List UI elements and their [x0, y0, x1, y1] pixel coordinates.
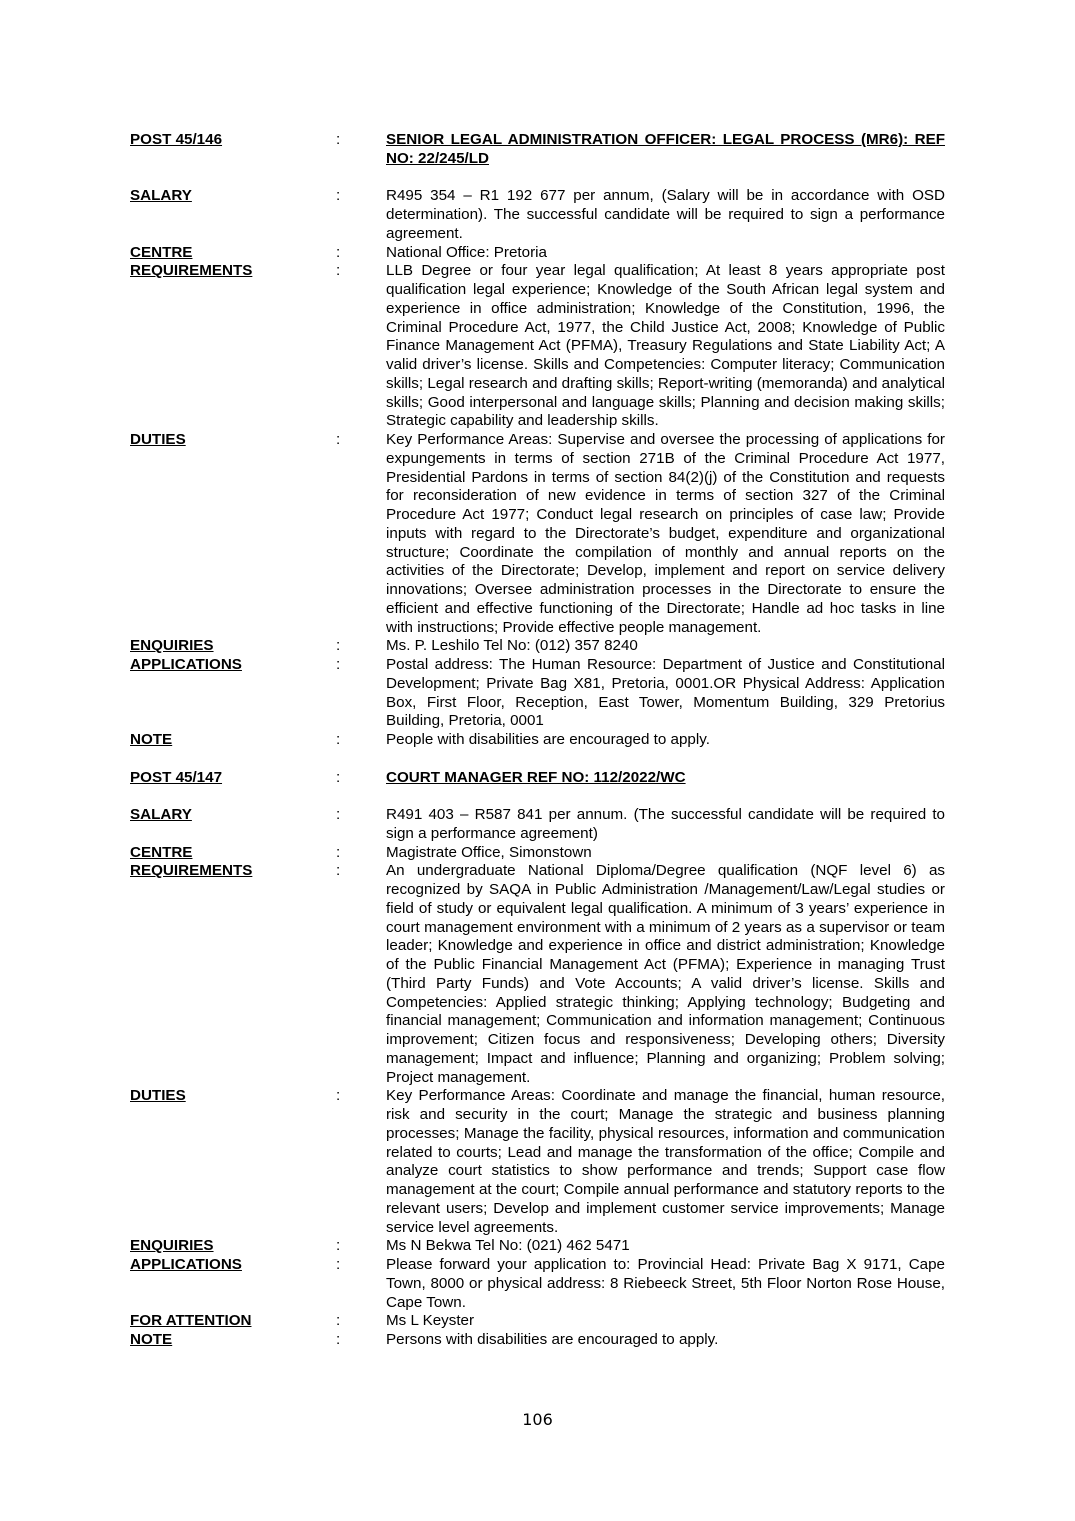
- post-146-centre-row: [130, 244, 945, 263]
- post-146-enquiries-row: [130, 637, 945, 656]
- separator: :: [336, 656, 341, 673]
- separator: :: [336, 131, 341, 148]
- centre-label: CENTRE: [130, 243, 193, 261]
- separator: :: [336, 1331, 341, 1348]
- separator: :: [336, 1087, 341, 1105]
- separator: :: [336, 187, 341, 205]
- requirements-value: An undergraduate National Diploma/Degree qualification (NQF level 6) as recognized by SAQA in Public Administration /Management/Law/Legal studies or field of study or equivalent legal qualification. A minimum of 3 years’ experience in court management environment with a minimum of 2 years as a supervisor or team leader; Knowledge and experience in office and district administration; Knowledge of the Public Financial Management Act (PFMA); Experience in managing Trust (Third Party Funds) and Vote Accounts; A valid driver’s license. Skills and Competencies: Applied strategic thinking; Applying technology; Budgeting and financial management; Communication and information management; Continuous improvement; Citizen focus and responsiveness; Developing others; Diversity management; Impact and influence; Planning and organizing; Problem solving; Project management.: [386, 862, 945, 1086]
- note-value: Persons with disabilities are encouraged to apply.: [386, 1331, 719, 1348]
- duties-value: Key Performance Areas: Coordinate and manage the financial, human resource, risk and security in the court; Manage the strategic and business planning processes; Manage the facility, physical resources, information and communication related to courts; Lead and manage the transformation of the office; Compile and analyze court statistics to show performance and trends; Support case flow management at the court; Compile annual performance and statutory reports to the relevant users; Develop and implement customer service improvements; Manage service level agreements.: [386, 1087, 945, 1236]
- post-147-enquiries-row: [130, 1237, 945, 1256]
- post-146-duties-row: [130, 431, 945, 637]
- separator: :: [336, 637, 341, 655]
- separator: :: [336, 1237, 341, 1255]
- requirements-label: REQUIREMENTS: [130, 262, 253, 280]
- post-146-applications-row: [130, 656, 945, 731]
- enquiries-value: Ms N Bekwa Tel No: (021) 462 5471: [386, 1237, 630, 1255]
- salary-label: SALARY: [130, 187, 192, 205]
- requirements-value: LLB Degree or four year legal qualification; At least 8 years appropriate post qualification legal experience; Knowledge of the South African legal system and experience in office administration; Knowledge of the Constitution, 1996, the Criminal Procedure Act, 1977, the Child Justice Act, 2008; Knowledge of Public Finance Management Act (PFMA), Treasury Regulations and State Liability Act; A valid driver’s license. Skills and Competencies: Computer literacy; Communication skills; Legal research and drafting skills; Report-writing (memoranda) and analytical skills; Good interpersonal and language skills; Planning and decision making skills; Strategic capability and leadership skills.: [386, 262, 945, 430]
- separator: :: [336, 1256, 341, 1273]
- duties-value: Key Performance Areas: Supervise and oversee the processing of applications for expungements in terms of section 271B of the Criminal Procedure Act 1977, Presidential Pardons in terms of section 84(2)(j) of the Constitution and requests for reconsideration of new evidence in terms of section 327 of the Criminal Procedure Act 1977; Conduct legal research on principles of case law; Provide inputs with regard to the Directorate’s budget, expenditure and organizational structure; Coordinate the compilation of monthly and annual reports on the activities of the Directorate; Develop, implement and report on service delivery innovations; Oversee administration processes in the Directorate to ensure the efficient and effective functioning of the Directorate; Handle ad hoc tasks in line with instructions; Provide effective people management.: [386, 431, 945, 636]
- enquiries-label: ENQUIRIES: [130, 637, 214, 655]
- requirements-label: REQUIREMENTS: [130, 862, 253, 880]
- post-146-note-row: [130, 731, 945, 750]
- post-147-centre-row: [130, 844, 945, 863]
- applications-value: Postal address: The Human Resource: Department of Justice and Constitutional Development; Private Bag X81, Pretoria, 0001.OR Physical Address: Application Box, First Floor, Reception, East Tower, Momentum Building, 329 Pretorius Building, Pretoria, 0001: [386, 656, 945, 730]
- post-146-title: SENIOR LEGAL ADMINISTRATION OFFICER: LEGAL PROCESS (MR6): REF NO: 22/245/LD: [386, 131, 945, 167]
- document-page: [130, 131, 945, 1350]
- duties-label: DUTIES: [130, 1087, 186, 1105]
- applications-label: APPLICATIONS: [130, 1256, 242, 1273]
- post-146-requirements-row: [130, 262, 945, 431]
- separator: :: [336, 768, 341, 786]
- post-147-duties-row: [130, 1087, 945, 1237]
- note-value: People with disabilities are encouraged to apply.: [386, 731, 710, 748]
- separator: :: [336, 806, 341, 823]
- note-label: NOTE: [130, 731, 173, 748]
- post-147-attention-row: [130, 1312, 945, 1331]
- post-146-number-label: POST 45/146: [130, 131, 223, 148]
- enquiries-value: Ms. P. Leshilo Tel No: (012) 357 8240: [386, 637, 638, 655]
- centre-value: National Office: Pretoria: [386, 243, 547, 261]
- salary-label: SALARY: [130, 806, 192, 823]
- post-146-salary-row: [130, 187, 945, 243]
- applications-label: APPLICATIONS: [130, 656, 242, 673]
- for-attention-label: FOR ATTENTION: [130, 1312, 252, 1330]
- salary-value: R495 354 – R1 192 677 per annum, (Salary will be in accordance with OSD determination). The successful candidate will be required to sign a performance agreement.: [386, 187, 945, 242]
- for-attention-value: Ms L Keyster: [386, 1312, 475, 1330]
- duties-label: DUTIES: [130, 431, 186, 448]
- post-147-title-row: [130, 769, 945, 788]
- post-147-salary-row: [130, 806, 945, 844]
- centre-value: Magistrate Office, Simonstown: [386, 843, 592, 861]
- page-number: 106: [522, 1410, 553, 1429]
- separator: :: [336, 862, 341, 880]
- post-147-title: COURT MANAGER REF NO: 112/2022/WC: [386, 768, 686, 786]
- separator: :: [336, 1312, 341, 1330]
- separator: :: [336, 731, 341, 748]
- separator: :: [336, 262, 341, 280]
- separator: :: [336, 431, 341, 448]
- post-147-number-label: POST 45/147: [130, 768, 223, 786]
- post-147-note-row: [130, 1331, 945, 1350]
- salary-value: R491 403 – R587 841 per annum. (The successful candidate will be required to sign a performance agreement): [386, 806, 945, 842]
- note-label: NOTE: [130, 1331, 173, 1348]
- applications-value: Please forward your application to: Provincial Head: Private Bag X 9171, Cape Town, 8000 or physical address: 8 Riebeeck Street, 5th Floor Norton Rose House, Cape Town.: [386, 1256, 945, 1311]
- separator: :: [336, 243, 341, 261]
- enquiries-label: ENQUIRIES: [130, 1237, 214, 1255]
- post-147-applications-row: [130, 1256, 945, 1312]
- post-146-title-row: [130, 131, 945, 169]
- post-147-requirements-row: [130, 862, 945, 1087]
- separator: :: [336, 843, 341, 861]
- centre-label: CENTRE: [130, 843, 193, 861]
